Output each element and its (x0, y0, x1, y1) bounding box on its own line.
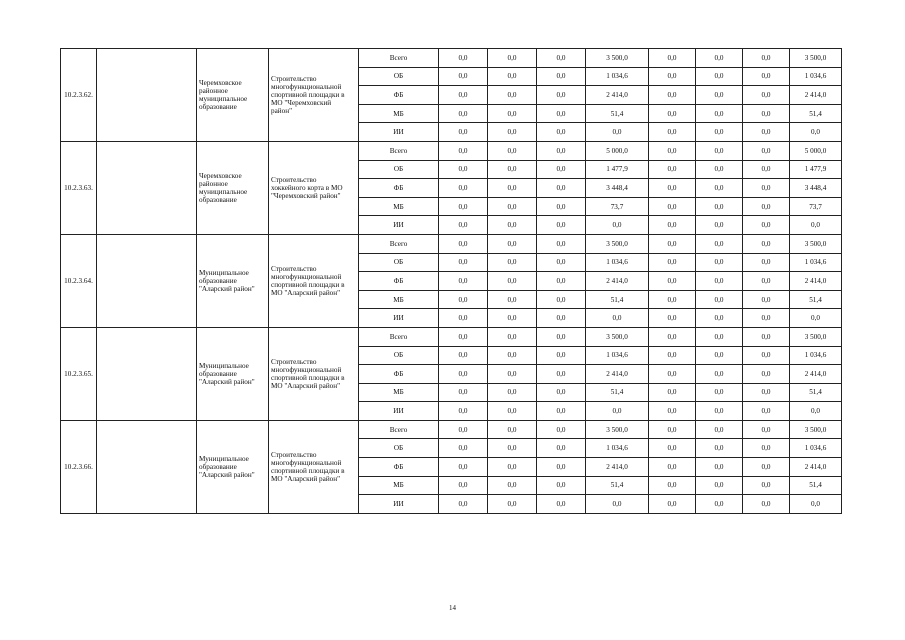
value-cell: 1 477,9 (790, 160, 842, 179)
blank-cell (97, 141, 197, 234)
value-cell: 73,7 (790, 197, 842, 216)
value-cell: 0,0 (743, 67, 790, 86)
value-cell: 0,0 (488, 476, 537, 495)
value-cell: 0,0 (696, 253, 743, 272)
value-cell: 0,0 (537, 86, 586, 105)
value-cell: 0,0 (649, 402, 696, 421)
value-cell: 0,0 (439, 179, 488, 198)
value-cell: 0,0 (537, 160, 586, 179)
table-row (61, 420, 842, 439)
value-cell: 0,0 (439, 67, 488, 86)
value-cell: 0,0 (488, 160, 537, 179)
value-cell: 0,0 (743, 476, 790, 495)
value-cell: 0,0 (537, 179, 586, 198)
value-cell: 0,0 (439, 327, 488, 346)
value-cell: 3 500,0 (586, 420, 649, 439)
value-cell: 0,0 (439, 197, 488, 216)
value-cell: 0,0 (649, 234, 696, 253)
value-cell: 0,0 (696, 49, 743, 68)
source-cell: ИИ (359, 123, 439, 142)
value-cell: 0,0 (790, 216, 842, 235)
source-cell: ИИ (359, 495, 439, 514)
value-cell: 0,0 (488, 86, 537, 105)
value-cell: 0,0 (537, 216, 586, 235)
value-cell: 51,4 (586, 290, 649, 309)
value-cell: 0,0 (649, 49, 696, 68)
blank-cell (97, 49, 197, 142)
value-cell: 0,0 (649, 160, 696, 179)
value-cell: 0,0 (696, 104, 743, 123)
value-cell: 2 414,0 (790, 458, 842, 477)
value-cell: 0,0 (743, 272, 790, 291)
value-cell: 0,0 (743, 141, 790, 160)
value-cell: 0,0 (439, 160, 488, 179)
value-cell: 0,0 (649, 458, 696, 477)
value-cell: 0,0 (743, 49, 790, 68)
value-cell: 0,0 (537, 197, 586, 216)
value-cell: 0,0 (488, 383, 537, 402)
source-cell: ФБ (359, 86, 439, 105)
value-cell: 0,0 (488, 123, 537, 142)
event-cell: Строительство многофункциональной спортивной площадки в МО "Черемховский район" (269, 49, 359, 142)
value-cell: 0,0 (488, 272, 537, 291)
source-cell: Всего (359, 141, 439, 160)
source-cell: ОБ (359, 346, 439, 365)
source-cell: ФБ (359, 458, 439, 477)
value-cell: 0,0 (649, 476, 696, 495)
event-cell: Строительство многофункциональной спортивной площадки в МО "Аларский район" (269, 234, 359, 327)
value-cell: 0,0 (696, 309, 743, 328)
row-id: 10.2.3.65. (61, 327, 97, 420)
value-cell: 2 414,0 (586, 272, 649, 291)
source-cell: ОБ (359, 67, 439, 86)
value-cell: 0,0 (743, 346, 790, 365)
source-cell: Всего (359, 234, 439, 253)
budget-table (60, 48, 842, 514)
value-cell: 3 500,0 (586, 49, 649, 68)
value-cell: 0,0 (696, 216, 743, 235)
table-body (61, 49, 842, 514)
value-cell: 0,0 (537, 346, 586, 365)
value-cell: 5 000,0 (790, 141, 842, 160)
value-cell: 0,0 (488, 141, 537, 160)
value-cell: 2 414,0 (586, 365, 649, 384)
value-cell: 51,4 (586, 383, 649, 402)
value-cell: 0,0 (649, 346, 696, 365)
value-cell: 0,0 (439, 383, 488, 402)
value-cell: 0,0 (537, 476, 586, 495)
value-cell: 0,0 (649, 104, 696, 123)
value-cell: 0,0 (790, 402, 842, 421)
executor-cell: Черемховское районное муниципальное образование (197, 141, 269, 234)
value-cell: 0,0 (696, 327, 743, 346)
value-cell: 0,0 (488, 346, 537, 365)
value-cell: 0,0 (537, 272, 586, 291)
value-cell: 0,0 (488, 290, 537, 309)
table-row (61, 49, 842, 68)
source-cell: ИИ (359, 216, 439, 235)
value-cell: 0,0 (488, 402, 537, 421)
value-cell: 0,0 (488, 253, 537, 272)
value-cell: 51,4 (790, 476, 842, 495)
page-number: 14 (449, 604, 456, 612)
blank-cell (97, 420, 197, 513)
value-cell: 1 477,9 (586, 160, 649, 179)
value-cell: 0,0 (743, 123, 790, 142)
value-cell: 5 000,0 (586, 141, 649, 160)
value-cell: 0,0 (439, 104, 488, 123)
event-cell: Строительство многофункциональной спортивной площадки в МО "Аларский район" (269, 327, 359, 420)
value-cell: 0,0 (439, 234, 488, 253)
value-cell: 0,0 (743, 290, 790, 309)
value-cell: 3 500,0 (790, 49, 842, 68)
value-cell: 1 034,6 (586, 346, 649, 365)
source-cell: ФБ (359, 179, 439, 198)
value-cell: 0,0 (743, 495, 790, 514)
value-cell: 0,0 (488, 67, 537, 86)
value-cell: 0,0 (743, 104, 790, 123)
value-cell: 0,0 (439, 365, 488, 384)
value-cell: 0,0 (743, 327, 790, 346)
value-cell: 3 448,4 (586, 179, 649, 198)
value-cell: 0,0 (439, 346, 488, 365)
source-cell: МБ (359, 290, 439, 309)
value-cell: 0,0 (743, 420, 790, 439)
value-cell: 0,0 (743, 179, 790, 198)
source-cell: ОБ (359, 253, 439, 272)
value-cell: 0,0 (649, 272, 696, 291)
value-cell: 0,0 (488, 327, 537, 346)
value-cell: 0,0 (649, 67, 696, 86)
value-cell: 1 034,6 (586, 439, 649, 458)
value-cell: 2 414,0 (790, 365, 842, 384)
event-cell: Строительство хоккейного корта в МО "Черемховский район" (269, 141, 359, 234)
value-cell: 0,0 (743, 197, 790, 216)
value-cell: 3 500,0 (586, 234, 649, 253)
value-cell: 0,0 (537, 309, 586, 328)
value-cell: 0,0 (488, 439, 537, 458)
value-cell: 0,0 (696, 346, 743, 365)
value-cell: 51,4 (586, 104, 649, 123)
value-cell: 0,0 (488, 104, 537, 123)
value-cell: 0,0 (537, 253, 586, 272)
value-cell: 0,0 (537, 49, 586, 68)
value-cell: 0,0 (488, 309, 537, 328)
value-cell: 0,0 (696, 402, 743, 421)
value-cell: 0,0 (743, 216, 790, 235)
value-cell: 2 414,0 (586, 86, 649, 105)
value-cell: 0,0 (696, 141, 743, 160)
value-cell: 0,0 (743, 234, 790, 253)
value-cell: 0,0 (439, 495, 488, 514)
value-cell: 0,0 (537, 290, 586, 309)
value-cell: 1 034,6 (586, 253, 649, 272)
value-cell: 0,0 (649, 309, 696, 328)
value-cell: 0,0 (743, 365, 790, 384)
executor-cell: Черемховское районное муниципальное образование (197, 49, 269, 142)
value-cell: 0,0 (537, 383, 586, 402)
source-cell: ОБ (359, 439, 439, 458)
value-cell: 51,4 (586, 476, 649, 495)
value-cell: 0,0 (439, 49, 488, 68)
source-cell: МБ (359, 104, 439, 123)
value-cell: 1 034,6 (790, 346, 842, 365)
value-cell: 1 034,6 (790, 253, 842, 272)
value-cell: 0,0 (696, 439, 743, 458)
source-cell: Всего (359, 327, 439, 346)
value-cell: 0,0 (649, 86, 696, 105)
value-cell: 0,0 (696, 197, 743, 216)
value-cell: 2 414,0 (586, 458, 649, 477)
value-cell: 0,0 (488, 197, 537, 216)
value-cell: 0,0 (649, 383, 696, 402)
value-cell: 0,0 (537, 458, 586, 477)
value-cell: 0,0 (537, 327, 586, 346)
value-cell: 0,0 (743, 309, 790, 328)
value-cell: 0,0 (488, 179, 537, 198)
value-cell: 0,0 (537, 141, 586, 160)
value-cell: 51,4 (790, 383, 842, 402)
value-cell: 0,0 (649, 197, 696, 216)
value-cell: 0,0 (696, 458, 743, 477)
value-cell: 1 034,6 (790, 439, 842, 458)
executor-cell: Муниципальное образование "Аларский район" (197, 234, 269, 327)
value-cell: 0,0 (649, 439, 696, 458)
value-cell: 0,0 (488, 234, 537, 253)
value-cell: 0,0 (586, 216, 649, 235)
value-cell: 0,0 (649, 365, 696, 384)
value-cell: 0,0 (488, 365, 537, 384)
source-cell: ИИ (359, 402, 439, 421)
value-cell: 0,0 (696, 495, 743, 514)
value-cell: 0,0 (743, 253, 790, 272)
executor-cell: Муниципальное образование "Аларский район" (197, 420, 269, 513)
value-cell: 0,0 (790, 495, 842, 514)
value-cell: 0,0 (537, 123, 586, 142)
value-cell: 3 448,4 (790, 179, 842, 198)
value-cell: 0,0 (586, 123, 649, 142)
value-cell: 0,0 (537, 402, 586, 421)
value-cell: 0,0 (439, 402, 488, 421)
value-cell: 0,0 (696, 290, 743, 309)
table-row (61, 234, 842, 253)
value-cell: 0,0 (586, 495, 649, 514)
value-cell: 0,0 (743, 160, 790, 179)
value-cell: 51,4 (790, 290, 842, 309)
event-cell: Строительство многофункциональной спортивной площадки в МО "Аларский район" (269, 420, 359, 513)
value-cell: 0,0 (439, 141, 488, 160)
value-cell: 0,0 (537, 234, 586, 253)
value-cell: 0,0 (439, 290, 488, 309)
value-cell: 0,0 (439, 86, 488, 105)
value-cell: 0,0 (743, 86, 790, 105)
value-cell: 0,0 (696, 179, 743, 198)
value-cell: 0,0 (696, 365, 743, 384)
source-cell: Всего (359, 49, 439, 68)
value-cell: 0,0 (537, 439, 586, 458)
value-cell: 73,7 (586, 197, 649, 216)
value-cell: 1 034,6 (586, 67, 649, 86)
value-cell: 3 500,0 (790, 327, 842, 346)
value-cell: 0,0 (537, 104, 586, 123)
value-cell: 0,0 (488, 49, 537, 68)
value-cell: 0,0 (439, 309, 488, 328)
source-cell: ИИ (359, 309, 439, 328)
table-row (61, 327, 842, 346)
value-cell: 3 500,0 (586, 327, 649, 346)
value-cell: 0,0 (537, 365, 586, 384)
value-cell: 3 500,0 (790, 234, 842, 253)
value-cell: 0,0 (696, 86, 743, 105)
value-cell: 0,0 (790, 309, 842, 328)
source-cell: ОБ (359, 160, 439, 179)
value-cell: 0,0 (488, 216, 537, 235)
value-cell: 0,0 (743, 439, 790, 458)
value-cell: 0,0 (439, 272, 488, 291)
value-cell: 0,0 (488, 458, 537, 477)
value-cell: 0,0 (696, 476, 743, 495)
value-cell: 0,0 (586, 309, 649, 328)
value-cell: 0,0 (743, 458, 790, 477)
value-cell: 3 500,0 (790, 420, 842, 439)
value-cell: 0,0 (696, 234, 743, 253)
value-cell: 0,0 (586, 402, 649, 421)
value-cell: 0,0 (649, 179, 696, 198)
value-cell: 0,0 (790, 123, 842, 142)
value-cell: 0,0 (439, 476, 488, 495)
value-cell: 0,0 (696, 123, 743, 142)
value-cell: 0,0 (649, 141, 696, 160)
value-cell: 2 414,0 (790, 272, 842, 291)
value-cell: 0,0 (743, 383, 790, 402)
value-cell: 0,0 (439, 253, 488, 272)
source-cell: МБ (359, 476, 439, 495)
value-cell: 0,0 (537, 67, 586, 86)
value-cell: 0,0 (696, 67, 743, 86)
source-cell: МБ (359, 197, 439, 216)
value-cell: 0,0 (649, 216, 696, 235)
source-cell: Всего (359, 420, 439, 439)
value-cell: 0,0 (696, 420, 743, 439)
value-cell: 0,0 (439, 458, 488, 477)
value-cell: 0,0 (488, 495, 537, 514)
value-cell: 0,0 (696, 383, 743, 402)
value-cell: 0,0 (649, 327, 696, 346)
value-cell: 0,0 (649, 290, 696, 309)
value-cell: 1 034,6 (790, 67, 842, 86)
value-cell: 2 414,0 (790, 86, 842, 105)
source-cell: МБ (359, 383, 439, 402)
value-cell: 0,0 (537, 420, 586, 439)
value-cell: 0,0 (439, 420, 488, 439)
value-cell: 0,0 (743, 402, 790, 421)
value-cell: 0,0 (696, 272, 743, 291)
source-cell: ФБ (359, 365, 439, 384)
value-cell: 0,0 (537, 495, 586, 514)
value-cell: 0,0 (696, 160, 743, 179)
row-id: 10.2.3.64. (61, 234, 97, 327)
row-id: 10.2.3.62. (61, 49, 97, 142)
value-cell: 51,4 (790, 104, 842, 123)
value-cell: 0,0 (649, 123, 696, 142)
value-cell: 0,0 (649, 495, 696, 514)
value-cell: 0,0 (439, 439, 488, 458)
value-cell: 0,0 (649, 420, 696, 439)
value-cell: 0,0 (488, 420, 537, 439)
value-cell: 0,0 (439, 216, 488, 235)
value-cell: 0,0 (439, 123, 488, 142)
row-id: 10.2.3.66. (61, 420, 97, 513)
row-id: 10.2.3.63. (61, 141, 97, 234)
blank-cell (97, 327, 197, 420)
executor-cell: Муниципальное образование "Аларский район" (197, 327, 269, 420)
table-row (61, 141, 842, 160)
value-cell: 0,0 (649, 253, 696, 272)
blank-cell (97, 234, 197, 327)
source-cell: ФБ (359, 272, 439, 291)
